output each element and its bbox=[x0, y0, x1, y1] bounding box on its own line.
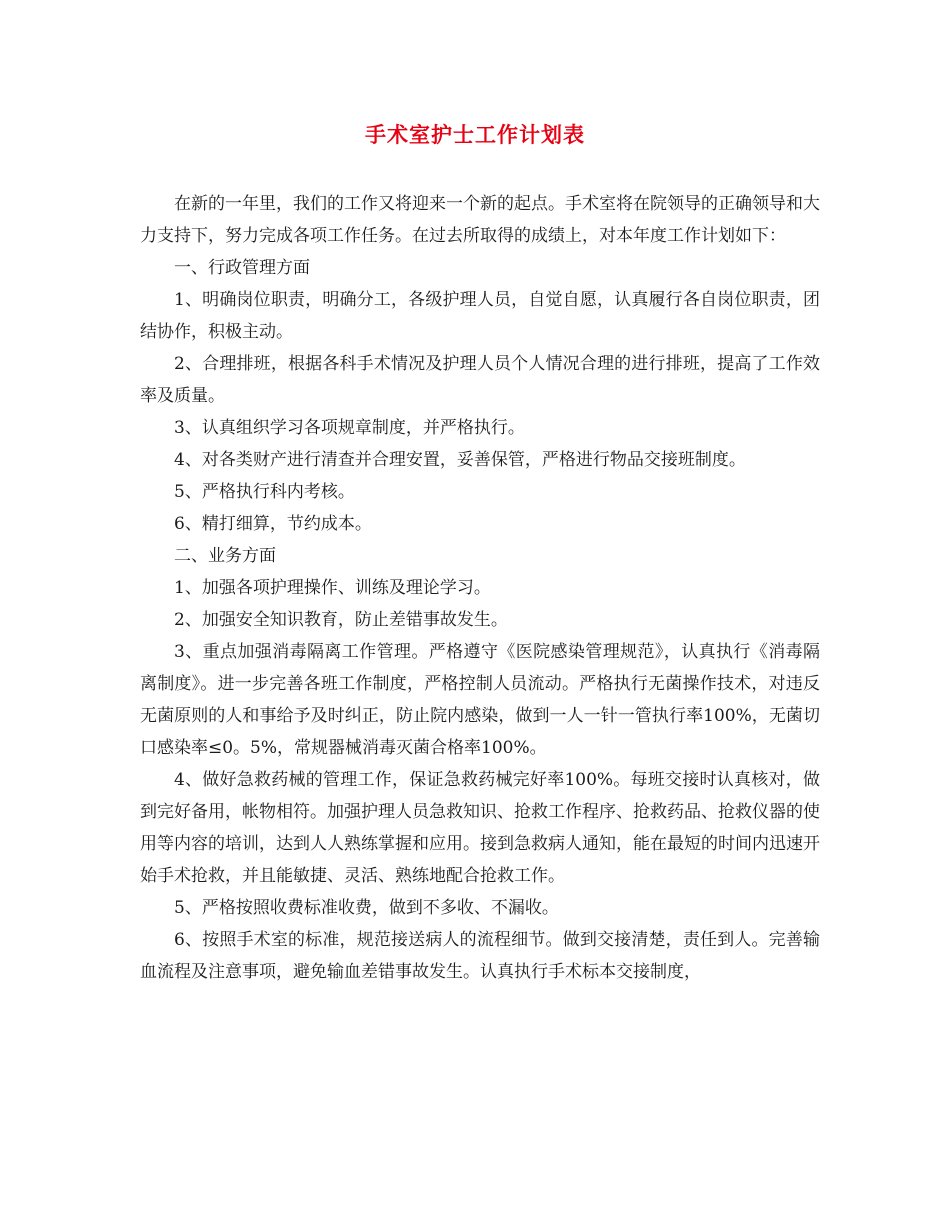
section-heading-business: 二、业务方面 bbox=[174, 546, 276, 566]
document-body bbox=[140, 188, 820, 988]
paragraph-admin-2: 2、合理排班，根据各科手术情况及护理人员个人情况合理的进行排班，提高了工作效率及质量。 bbox=[140, 354, 820, 406]
paragraph-business-2: 2、加强安全知识教育，防止差错事故发生。 bbox=[174, 610, 508, 630]
paragraph-admin-4: 4、对各类财产进行清查并合理安置，妥善保管，严格进行物品交接班制度。 bbox=[174, 450, 746, 470]
paragraph-business-1: 1、加强各项护理操作、训练及理论学习。 bbox=[174, 578, 491, 598]
paragraph-admin-3: 3、认真组织学习各项规章制度，并严格执行。 bbox=[174, 418, 525, 438]
paragraph-admin-1: 1、明确岗位职责，明确分工，各级护理人员，自觉自愿，认真履行各自岗位职责，团结协作，积极主动。 bbox=[140, 290, 820, 342]
document-title: 手术室护士工作计划表 bbox=[365, 123, 585, 147]
paragraph-business-6: 6、按照手术室的标准，规范接送病人的流程细节。做到交接清楚，责任到人。完善输血流程及注意事项，避免输血差错事故发生。认真执行手术标本交接制度， bbox=[140, 930, 820, 982]
paragraph-business-5: 5、严格按照收费标准收费，做到不多收、不漏收。 bbox=[174, 898, 559, 918]
paragraph-admin-5: 5、严格执行科内考核。 bbox=[174, 482, 355, 502]
paragraph-intro: 在新的一年里，我们的工作又将迎来一个新的起点。手术室将在院领导的正确领导和大力支持下，努力完成各项工作任务。在过去所取得的成绩上，对本年度工作计划如下： bbox=[140, 194, 820, 246]
paragraph-business-4: 4、做好急救药械的管理工作，保证急救药械完好率100%。每班交接时认真核对，做到完好备用，帐物相符。加强护理人员急救知识、抢救工作程序、抢救药品、抢救仪器的使用等内容的培训，达到人人熟练掌握和应用。接到急救病人通知，能在最短的时间内迅速开始手术抢救，并且能敏捷、灵活、熟练地配合抢救工作。 bbox=[140, 770, 820, 886]
section-heading-administration: 一、行政管理方面 bbox=[174, 258, 310, 278]
paragraph-admin-6: 6、精打细算，节约成本。 bbox=[174, 514, 372, 534]
paragraph-business-3: 3、重点加强消毒隔离工作管理。严格遵守《医院感染管理规范》，认真执行《消毒隔离制度》。进一步完善各班工作制度，严格控制人员流动。严格执行无菌操作技术，对违反无菌原则的人和事给予及时纠正，防止院内感染，做到一人一针一管执行率100%，无菌切口感染率≤0。5%，常规器械消毒灭菌合格率100%。 bbox=[140, 642, 820, 758]
